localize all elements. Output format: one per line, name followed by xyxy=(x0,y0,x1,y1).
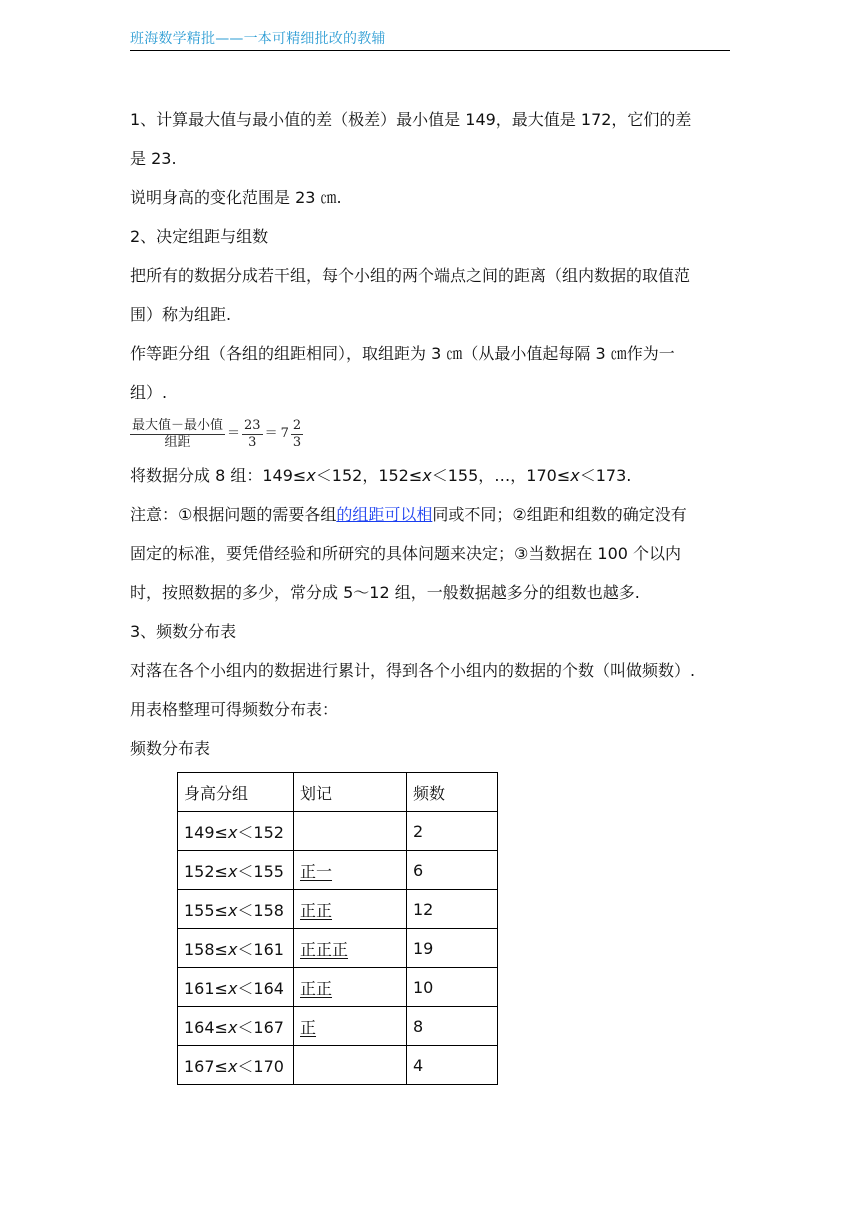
note-prefix: 注意：①根据问题的需要各组 xyxy=(130,505,337,524)
group-upper-bound: ＜161 xyxy=(237,939,284,959)
tally-marks: 正 xyxy=(300,1017,317,1037)
groups-prefix: 将数据分成 8 组：149≤ xyxy=(130,466,307,485)
table-header-frequency: 频数 xyxy=(407,773,498,812)
formula-fraction-2-3 xyxy=(291,418,303,451)
table-cell-tally xyxy=(294,851,407,890)
table-row xyxy=(178,1046,498,1085)
formula-equals-1: ＝ xyxy=(227,426,241,441)
group-variable: x xyxy=(227,861,238,881)
group-lower-bound: 155≤ xyxy=(184,900,228,920)
group-upper-bound: ＜152 xyxy=(237,822,284,842)
table-cell-frequency: 10 xyxy=(407,968,498,1007)
table-cell-frequency: 6 xyxy=(407,851,498,890)
note-line-1 xyxy=(130,495,735,534)
table-cell-tally xyxy=(294,929,407,968)
section-3-heading: 3、频数分布表 xyxy=(130,622,237,641)
header-title: 班海数学精批——一本可精细批改的教辅 xyxy=(130,31,386,47)
section-2-heading: 2、决定组距与组数 xyxy=(130,227,269,246)
frequency-definition: 对落在各个小组内的数据进行累计，得到各个小组内的数据的个数（叫做频数）. xyxy=(130,661,696,680)
tally-marks: 正正正 xyxy=(300,939,349,959)
table-cell-frequency: 4 xyxy=(407,1046,498,1085)
table-cell-frequency: 19 xyxy=(407,929,498,968)
table-header-row xyxy=(178,773,498,812)
note-link[interactable]: 的组距可以相 xyxy=(336,505,433,524)
group-lower-bound: 158≤ xyxy=(184,939,228,959)
group-upper-bound: ＜164 xyxy=(237,978,284,998)
table-cell-tally xyxy=(294,968,407,1007)
group-variable: x xyxy=(227,900,238,920)
table-intro: 用表格整理可得频数分布表： xyxy=(130,700,339,719)
table-cell-group xyxy=(178,929,294,968)
groups-line xyxy=(130,456,735,495)
table-cell-group xyxy=(178,968,294,1007)
group-variable: x xyxy=(227,1017,238,1037)
table-row xyxy=(178,851,498,890)
interval-definition-line-1: 把所有的数据分成若干组，每个小组的两个端点之间的距离（组内数据的取值范 xyxy=(130,266,691,285)
group-lower-bound: 149≤ xyxy=(184,822,228,842)
table-cell-group xyxy=(178,890,294,929)
table-cell-group xyxy=(178,812,294,851)
table-cell-frequency: 8 xyxy=(407,1007,498,1046)
table-header-tally: 划记 xyxy=(294,773,407,812)
formula-numerator: 最大值－最小值 xyxy=(132,417,224,433)
page-header xyxy=(130,30,730,51)
interval-definition-line-2: 围）称为组距. xyxy=(130,305,232,324)
groups-variable-3: x xyxy=(570,466,580,485)
groups-variable-1: x xyxy=(306,466,316,485)
group-upper-bound: ＜167 xyxy=(237,1017,284,1037)
groups-suffix: ＜173. xyxy=(579,466,632,485)
tally-marks: 正一 xyxy=(300,861,333,881)
formula-fraction-main xyxy=(130,418,225,451)
group-lower-bound: 152≤ xyxy=(184,861,228,881)
table-cell-tally xyxy=(294,1007,407,1046)
main-content xyxy=(130,100,735,768)
tally-marks: 正正 xyxy=(300,978,333,998)
table-row xyxy=(178,1007,498,1046)
group-variable: x xyxy=(227,822,238,842)
table-cell-tally xyxy=(294,890,407,929)
range-line-1: 1、计算最大值与最小值的差（极差）最小值是 149，最大值是 172，它们的差 xyxy=(130,110,692,129)
group-lower-bound: 167≤ xyxy=(184,1056,228,1076)
table-cell-tally xyxy=(294,1046,407,1085)
table-row xyxy=(178,812,498,851)
range-line-2: 是 23. xyxy=(130,149,177,168)
groups-mid-2: ＜155，…，170≤ xyxy=(431,466,571,485)
groups-variable-2: x xyxy=(422,466,432,485)
table-cell-frequency: 2 xyxy=(407,812,498,851)
table-cell-group xyxy=(178,851,294,890)
formula-equals-2: ＝ xyxy=(264,426,278,441)
frequency-table xyxy=(177,772,498,1085)
formula-fraction-23-3-denominator: 3 xyxy=(248,434,257,450)
formula-fraction-2-3-denominator: 3 xyxy=(292,434,302,450)
group-lower-bound: 164≤ xyxy=(184,1017,228,1037)
formula-denominator: 组距 xyxy=(164,434,191,450)
group-lower-bound: 161≤ xyxy=(184,978,228,998)
table-cell-tally xyxy=(294,812,407,851)
table-header-group: 身高分组 xyxy=(178,773,294,812)
table-cell-group xyxy=(178,1007,294,1046)
groups-mid-1: ＜152，152≤ xyxy=(315,466,423,485)
formula-fraction-23-3-numerator: 23 xyxy=(244,417,261,433)
table-title: 频数分布表 xyxy=(130,739,211,758)
note-line-3: 时，按照数据的多少，常分成 5～12 组，一般数据越多分的组数也越多. xyxy=(130,583,640,602)
interval-formula xyxy=(130,412,735,456)
table-row xyxy=(178,890,498,929)
formula-mixed-whole: 7 xyxy=(280,426,289,441)
equal-interval-line-1: 作等距分组（各组的组距相同），取组距为 3 ㎝（从最小值起每隔 3 ㎝作为一 xyxy=(130,344,675,363)
note-suffix: 同或不同；②组距和组数的确定没有 xyxy=(432,505,687,524)
group-upper-bound: ＜170 xyxy=(237,1056,284,1076)
range-line-3: 说明身高的变化范围是 23 ㎝. xyxy=(130,188,342,207)
group-variable: x xyxy=(227,939,238,959)
table-row xyxy=(178,968,498,1007)
formula-fraction-23-3 xyxy=(242,418,263,451)
table-row xyxy=(178,929,498,968)
table-cell-group xyxy=(178,1046,294,1085)
note-line-2: 固定的标准，要凭借经验和所研究的具体问题来决定；③当数据在 100 个以内 xyxy=(130,544,682,563)
equal-interval-line-2: 组）. xyxy=(130,383,168,402)
table-cell-frequency: 12 xyxy=(407,890,498,929)
group-variable: x xyxy=(227,978,238,998)
group-upper-bound: ＜155 xyxy=(237,861,284,881)
group-variable: x xyxy=(227,1056,238,1076)
tally-marks: 正正 xyxy=(300,900,333,920)
formula-fraction-2-3-numerator: 2 xyxy=(292,417,302,433)
group-upper-bound: ＜158 xyxy=(237,900,284,920)
